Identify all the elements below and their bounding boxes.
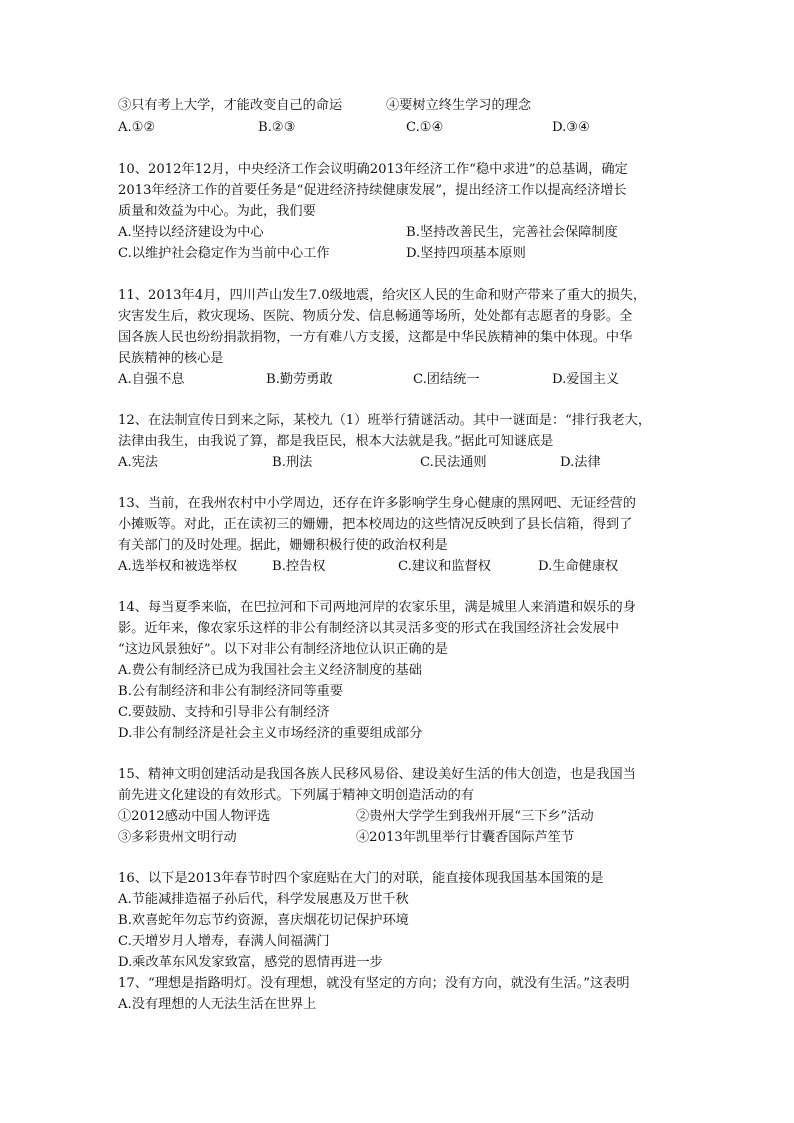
- q15-item-4: ④2013年凯里举行甘囊香国际芦笙节: [356, 830, 575, 845]
- q12-option-a: A.宪法: [118, 455, 159, 470]
- q12-option-c: C.民法通则: [420, 455, 487, 470]
- q16-option-c: C.天增岁月人增寿，春满人间福满门: [118, 934, 330, 949]
- q15-item-2: ②贵州大学学生到我州开展“三下乡”活动: [356, 809, 594, 824]
- q11-option-c: C.团结统一: [413, 372, 480, 387]
- q15-item-1: ①2012感动中国人物评选: [118, 809, 271, 824]
- q17-stem-line-1: 17、“理想是指路明灯。没有理想，就没有坚定的方向；没有方向，就没有生活。”这表明: [118, 976, 630, 991]
- q12-stem-line-1: 12、在法制宣传日到来之际，某校九（1）班举行猜谜活动。其中一谜面是：“排行我老大，: [118, 413, 652, 428]
- q11-stem-line-1: 11、2013年4月，四川芦山发生7.0级地震，给灾区人民的生命和财产带来了重大的损失，: [118, 288, 647, 303]
- q10-stem-line-1: 10、2012年12月，中央经济工作会议明确2013年经济工作“稳中求进”的总基调，确定: [118, 162, 628, 177]
- q14-stem-line-3: “这边风景独好”。以下对非公有制经济地位认识正确的是: [118, 642, 448, 657]
- q11-stem-line-4: 民族精神的核心是: [118, 351, 224, 366]
- q10-option-a: A.坚持以经济建设为中心: [118, 225, 264, 240]
- q14-stem-line-1: 14、每当夏季来临，在巴拉河和下司两地河岸的农家乐里，满是城里人来消遣和娱乐的身: [118, 600, 636, 615]
- q12-option-b: B.刑法: [272, 455, 313, 470]
- q9-item-3: ③只有考上大学，才能改变自己的命运: [118, 98, 343, 113]
- q13-stem-line-1: 13、当前，在我州农村中小学周边，还存在许多影响学生身心健康的黑网吧、无证经营的: [118, 496, 636, 511]
- q17-option-a: A.没有理想的人无法生活在世界上: [118, 997, 317, 1012]
- q15-stem-line-1: 15、精神文明创建活动是我国各族人民移风易俗、建设美好生活的伟大创造，也是我国当: [118, 767, 636, 782]
- q10-option-b: B.坚持改善民生，完善社会保障制度: [406, 225, 618, 240]
- q12-stem-line-2: 法律由我生，由我说了算，都是我臣民，根本大法就是我。”据此可知谜底是: [118, 434, 554, 449]
- q11-stem-line-3: 国各族人民也纷纷捐款捐物，一方有难八方支援，这都是中华民族精神的集中体现。中华: [118, 330, 633, 345]
- q13-stem-line-3: 有关部门的及时处理。据此，姗姗积极行使的政治权利是: [118, 538, 448, 553]
- q14-option-b: B.公有制经济和非公有制经济同等重要: [118, 684, 343, 699]
- q11-stem-line-2: 灾害发生后，救灾现场、医院、物质分发、信息畅通等场所，处处都有志愿者的身影。全: [118, 309, 633, 324]
- q9-option-b: B.②③: [258, 120, 296, 135]
- q13-option-d: D.生命健康权: [538, 559, 619, 574]
- q9-option-a: A.①②: [118, 120, 156, 135]
- q13-option-b: B.控告权: [272, 559, 326, 574]
- q13-option-c: C.建议和监督权: [398, 559, 491, 574]
- q9-option-d: D.③④: [552, 120, 590, 135]
- q15-item-3: ③多彩贵州文明行动: [118, 830, 237, 845]
- q10-stem-line-2: 2013年经济工作的首要任务是“促进经济持续健康发展”，提出经济工作以提高经济增长: [118, 183, 627, 198]
- q10-option-d: D.坚持四项基本原则: [406, 246, 526, 261]
- q16-option-a: A.节能减排造福子孙后代，科学发展惠及万世千秋: [118, 892, 409, 907]
- q14-option-d: D.非公有制经济是社会主义市场经济的重要组成部分: [118, 726, 423, 741]
- q11-option-d: D.爱国主义: [552, 372, 620, 387]
- q11-option-b: B.勤劳勇敢: [266, 372, 333, 387]
- q12-option-d: D.法律: [560, 455, 601, 470]
- q10-option-c: C.以维护社会稳定作为当前中心工作: [118, 246, 330, 261]
- q9-option-c: C.①④: [406, 120, 444, 135]
- q13-option-a: A.选举权和被选举权: [118, 559, 238, 574]
- q13-stem-line-2: 小摊贩等。对此，正在读初三的姗姗，把本校周边的这些情况反映到了县长信箱，得到了: [118, 517, 633, 532]
- q16-option-b: B.欢喜蛇年勿忘节约资源，喜庆烟花切记保护环境: [118, 913, 409, 928]
- q16-option-d: D.乘改革东风发家致富，感党的恩情再进一步: [118, 955, 383, 970]
- q9-item-4: ④要树立终生学习的理念: [386, 98, 532, 113]
- q15-stem-line-2: 前先进文化建设的有效形式。下列属于精神文明创造活动的有: [118, 788, 475, 803]
- q14-stem-line-2: 影。近年来，像农家乐这样的非公有制经济以其灵活多变的形式在我国经济社会发展中: [118, 621, 620, 636]
- q14-option-a: A.费公有制经济已成为我国社会主义经济制度的基础: [118, 663, 422, 678]
- q10-stem-line-3: 质量和效益为中心。为此，我们要: [118, 204, 316, 219]
- q16-stem-line-1: 16、以下是2013年春节时四个家庭贴在大门的对联，能直接体现我国基本国策的是: [118, 871, 604, 886]
- q11-option-a: A.自强不息: [118, 372, 185, 387]
- q14-option-c: C.要鼓励、支持和引导非公有制经济: [118, 705, 330, 720]
